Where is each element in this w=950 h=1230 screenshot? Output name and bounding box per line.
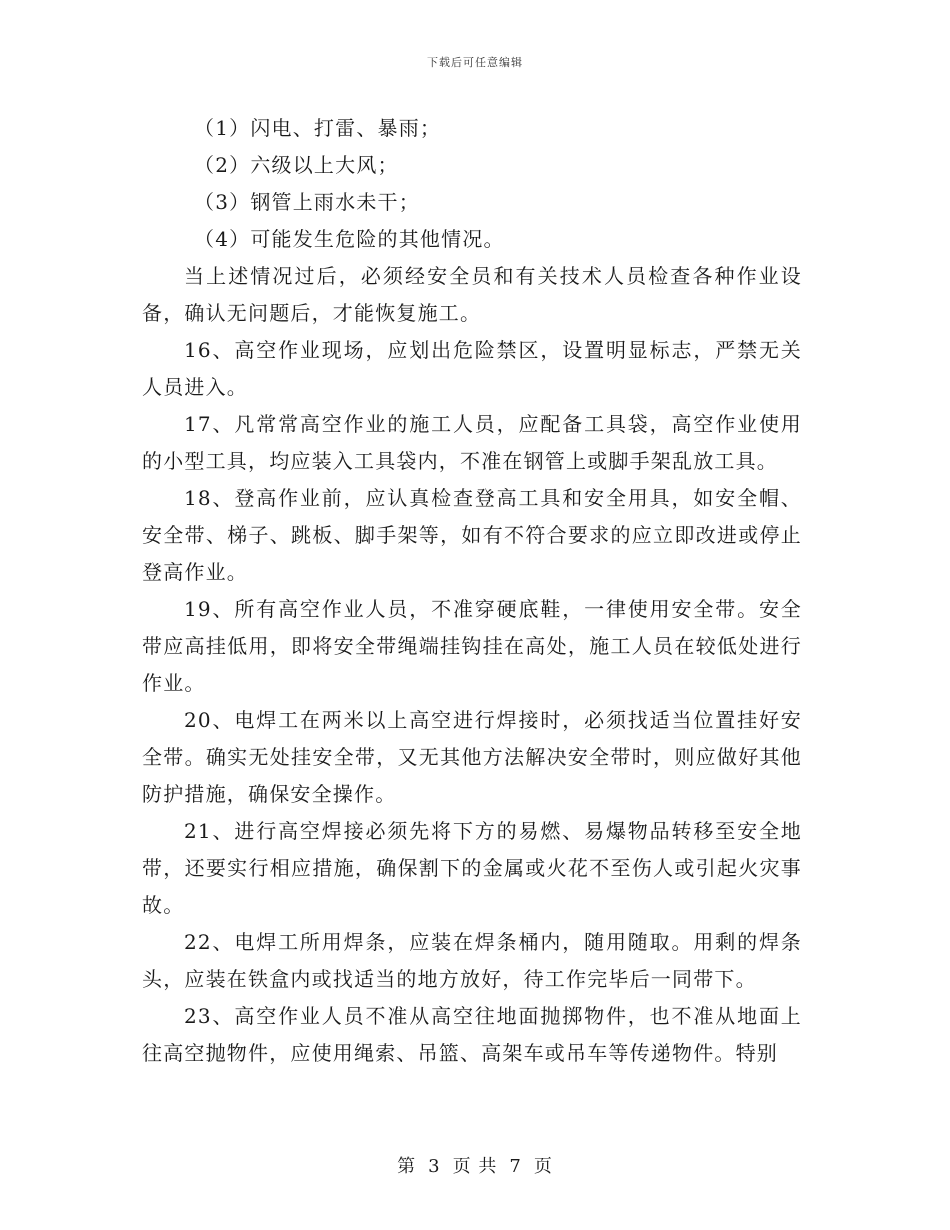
paragraph: 23、高空作业人员不准从高空往地面抛掷物件，也不准从地面上往高空抛物件，应使用绳索、吊篮、高架车或吊车等传递物件。特别 <box>142 1004 802 1065</box>
list-item: （3）钢管上雨水未干； <box>194 190 420 214</box>
footer-prefix: 第 <box>397 1156 417 1177</box>
paragraph: 21、进行高空焊接必须先将下方的易燃、易爆物品转移至安全地带，还要实行相应措施，确保割下的金属或火花不至伤人或引起火灾事故。 <box>142 819 802 917</box>
paragraph: 19、所有高空作业人员，不准穿硬底鞋，一律使用安全带。安全带应高挂低用，即将安全带绳端挂钩挂在高处，施工人员在较低处进行作业。 <box>142 597 802 695</box>
page-footer <box>0 1152 950 1178</box>
paragraph: 当上述情况过后，必须经安全员和有关技术人员检查各种作业设备，确认无问题后，才能恢复施工。 <box>142 264 802 325</box>
paragraph: 17、凡常常高空作业的施工人员，应配备工具袋，高空作业使用的小型工具，均应装入工具袋内，不准在钢管上或脚手架乱放工具。 <box>142 412 802 473</box>
footer-mid: 页 共 <box>452 1156 498 1177</box>
paragraph: 22、电焊工所用焊条，应装在焊条桶内，随用随取。用剩的焊条头，应装在铁盒内或找适当的地方放好，待工作完毕后一同带下。 <box>142 930 802 991</box>
list-item: （4）可能发生危险的其他情况。 <box>194 227 505 251</box>
document-body <box>142 110 802 1072</box>
list-item: （2）六级以上大风； <box>194 153 399 177</box>
footer-page-number: 3 <box>428 1156 441 1177</box>
header-note: 下载后可任意编辑 <box>427 56 523 69</box>
paragraph: 20、电焊工在两米以上高空进行焊接时，必须找适当位置挂好安全带。确实无处挂安全带，又无其他方法解决安全带时，则应做好其他防护措施，确保安全操作。 <box>142 708 802 806</box>
paragraph: 18、登高作业前，应认真检查登高工具和安全用具，如安全帽、安全带、梯子、跳板、脚手架等，如有不符合要求的应立即改进或停止登高作业。 <box>142 486 802 584</box>
footer-total-pages: 7 <box>509 1156 522 1177</box>
list-item: （1）闪电、打雷、暴雨； <box>194 116 442 140</box>
footer-suffix: 页 <box>533 1156 553 1177</box>
paragraph: 16、高空作业现场，应划出危险禁区，设置明显标志，严禁无关人员进入。 <box>142 338 802 399</box>
